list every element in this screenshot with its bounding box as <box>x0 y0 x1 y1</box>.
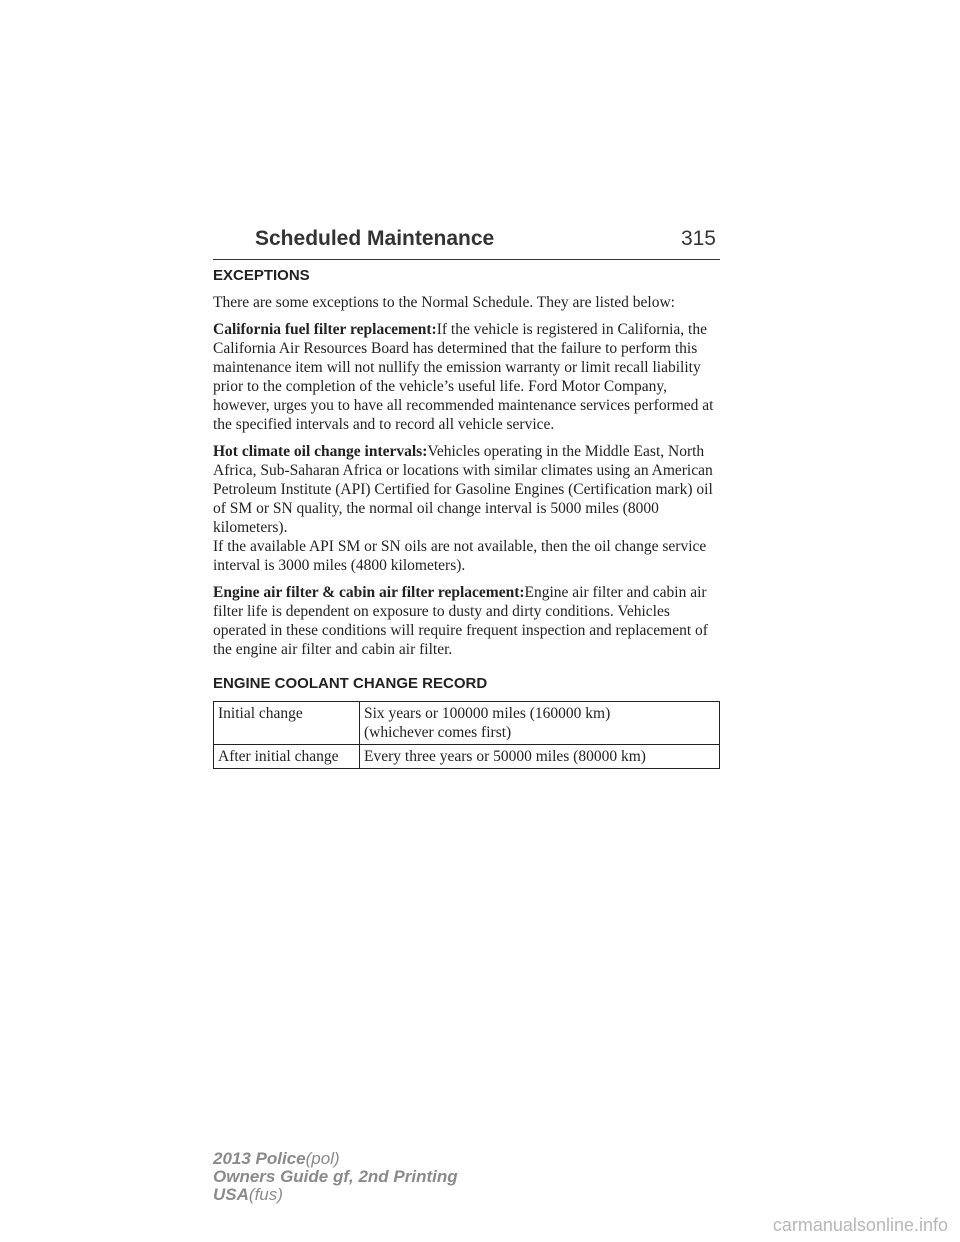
page-content <box>213 266 723 769</box>
page-number: 315 <box>680 227 716 250</box>
air-filter-paragraph <box>213 583 723 659</box>
footer-line <box>213 1186 458 1204</box>
watermark: carmanualsonline.info <box>772 1215 948 1235</box>
footer-market: USA <box>213 1185 249 1204</box>
footer-line <box>213 1150 458 1168</box>
page-header <box>213 227 720 259</box>
hot-climate-paragraph <box>213 442 723 537</box>
california-paragraph <box>213 320 723 434</box>
footer-line <box>213 1168 458 1186</box>
row-value-line: Six years or 100000 miles (160000 km) <box>364 705 611 722</box>
footer-market-code: (fus) <box>248 1185 283 1204</box>
row-label: After initial change <box>214 745 360 769</box>
air-filter-text: Engine air filter and cabin air filter life is dependent on exposure to dusty and dirty conditions. Vehicles operated in these conditions will require frequent inspection and replacement of the engine air filter and cabin air filter. <box>213 584 708 658</box>
coolant-heading: ENGINE COOLANT CHANGE RECORD <box>213 675 488 692</box>
exceptions-heading: EXCEPTIONS <box>213 267 310 284</box>
row-value-line: (whichever comes first) <box>364 724 512 741</box>
hot-climate-text: Vehicles operating in the Middle East, North Africa, Sub-Saharan Africa or locations with similar climates using an American Petroleum Institute (API) Certified for Gasoline Engines (Certification mark) oil of SM or SN quality, the normal oil change interval is 5000 miles (8000 kilometers). <box>213 443 713 536</box>
coolant-record-table <box>213 701 720 769</box>
california-label: California fuel filter replacement: <box>213 321 437 338</box>
footer-guide: Owners Guide gf, 2nd Printing <box>213 1167 458 1186</box>
header-rule <box>213 259 720 260</box>
table-row <box>214 702 720 745</box>
footer-model-code: (pol) <box>305 1149 340 1168</box>
print-footer <box>213 1150 458 1204</box>
row-value: Every three years or 50000 miles (80000 km) <box>360 745 720 769</box>
table-row <box>214 745 720 769</box>
row-label: Initial change <box>214 702 360 745</box>
hot-climate-label: Hot climate oil change intervals: <box>213 443 428 460</box>
air-filter-label: Engine air filter & cabin air filter replacement: <box>213 584 525 601</box>
footer-model: 2013 Police <box>213 1149 306 1168</box>
california-text: If the vehicle is registered in California, the California Air Resources Board has determined that the failure to perform this maintenance item will not nullify the emission warranty or limit recall liability prior to the completion of the vehicle’s useful life. Ford Motor Company, however, urges you to have all recommended maintenance services performed at the specified intervals and to record all vehicle service. <box>213 321 714 433</box>
row-value <box>360 702 720 745</box>
hot-climate-paragraph-2: If the available API SM or SN oils are not available, then the oil change service interval is 3000 miles (4800 kilometers). <box>213 538 707 574</box>
section-title: Scheduled Maintenance <box>255 227 495 250</box>
exceptions-intro: There are some exceptions to the Normal Schedule. They are listed below: <box>213 294 675 311</box>
